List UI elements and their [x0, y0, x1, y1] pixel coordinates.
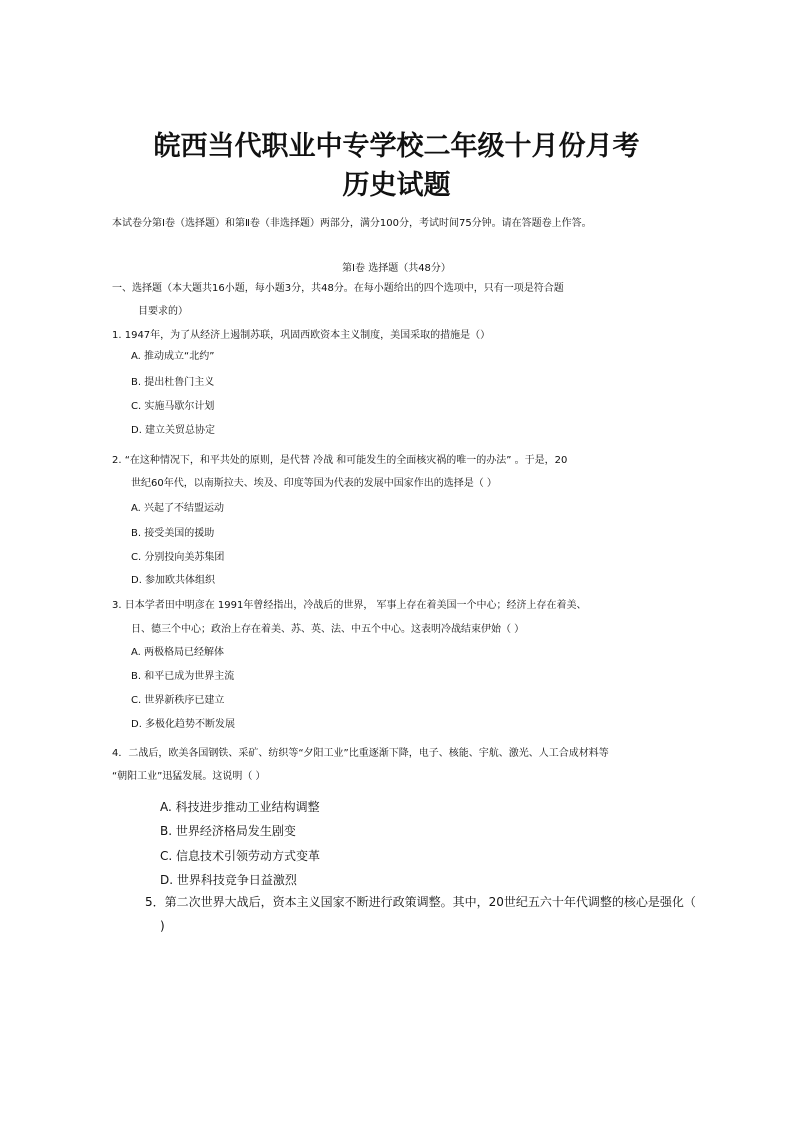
question-2-option-d: D. 参加欧共体组织: [131, 575, 216, 586]
question-4-option-d: D. 世界科技竞争日益激烈: [160, 873, 297, 887]
question-3-line-2: 日、德三个中心；政治上存在着美、苏、英、法、中五个中心。这表明冷战结束伊始（ ）: [131, 624, 525, 635]
question-3-option-c: C. 世界新秩序已建立: [131, 695, 225, 706]
question-1-option-b: B. 提出杜鲁门主义: [131, 377, 215, 388]
question-4-option-a: A. 科技进步推动工业结构调整: [160, 800, 320, 814]
question-4: 4．二战后，欧美各国钢铁、采矿、纺织等“夕阳工业”比重逐渐下降，电子、核能、宇航、激光、人工合成材料等: [112, 748, 609, 759]
exam-instructions: 本试卷分第Ⅰ卷（选择题）和第Ⅱ卷（非选择题）两部分，满分100分，考试时间75分钟。请在答题卷上作答。: [112, 218, 592, 229]
question-3-option-b: B. 和平已成为世界主流: [131, 671, 235, 682]
exam-subject-title: 历史试题: [342, 170, 451, 201]
question-1-option-a: A. 推动成立“北约”: [131, 351, 215, 362]
question-1-option-d: D. 建立关贸总协定: [131, 425, 216, 436]
exam-title: 皖西当代职业中专学校二年级十月份月考: [153, 131, 640, 162]
question-5: 5．第二次世界大战后，资本主义国家不断进行政策调整。其中，20世纪五六十年代调整的核心是强化（: [145, 895, 696, 909]
question-3-option-d: D. 多极化趋势不断发展: [131, 719, 236, 730]
question-1-option-c: C. 实施马歇尔计划: [131, 401, 215, 412]
section-heading: 一、选择题（本大题共16小题，每小题3分，共48分。在每小题给出的四个选项中，只有一项是符合题: [112, 283, 564, 294]
question-4-option-b: B. 世界经济格局发生剧变: [160, 824, 296, 838]
question-1: 1. 1947年，为了从经济上遏制苏联，巩固西欧资本主义制度，美国采取的措施是（）: [112, 330, 491, 341]
question-2-line-2: 世纪60年代，以南斯拉夫、埃及、印度等国为代表的发展中国家作出的选择是（ ）: [131, 478, 497, 489]
section-heading-continued: 目要求的）: [138, 306, 188, 317]
question-2-option-b: B. 接受美国的援助: [131, 528, 215, 539]
question-4-option-c: C. 信息技术引领劳动方式变革: [160, 849, 321, 863]
question-4-line-2: “朝阳工业”迅猛发展。这说明（ ）: [112, 771, 266, 782]
question-2-option-a: A. 兴起了不结盟运动: [131, 503, 225, 514]
question-2-option-c: C. 分别投向美苏集团: [131, 552, 225, 563]
question-2: 2. “在这种情况下，和平共处的原则，是代替 冷战 和可能发生的全面核灾祸的唯一的办法” 。于是，20: [112, 455, 568, 466]
question-5-line-2: ): [160, 919, 165, 933]
part-heading: 第Ⅰ卷 选择题（共48分）: [342, 263, 451, 274]
question-3: 3. 日本学者田中明彦在 1991年曾经指出，冷战后的世界， 军事上存在着美国一个中心；经济上存在着美、: [112, 600, 587, 611]
question-3-option-a: A. 两极格局已经解体: [131, 647, 225, 658]
